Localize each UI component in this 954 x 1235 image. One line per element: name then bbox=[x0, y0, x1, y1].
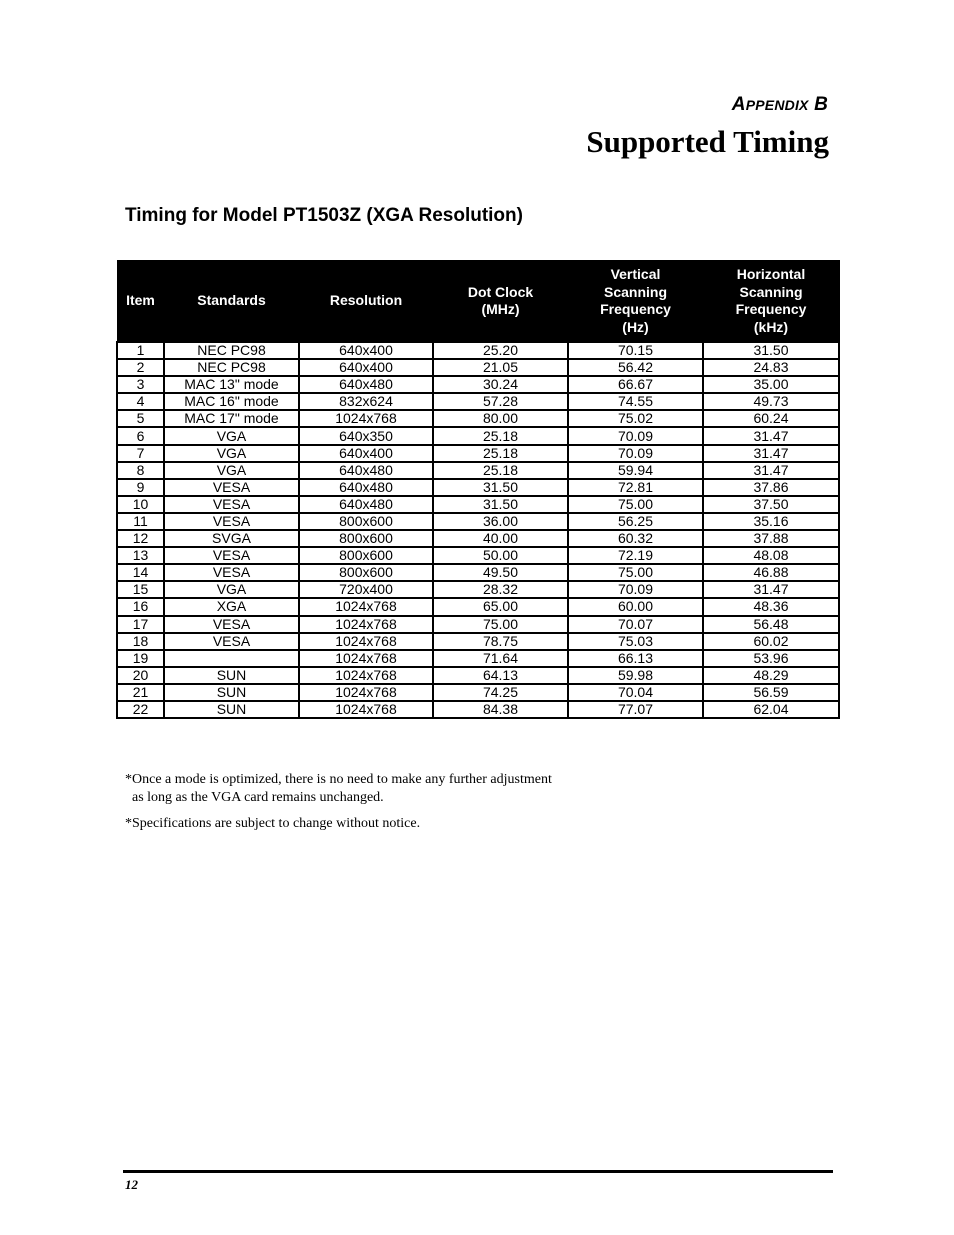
table-row bbox=[117, 427, 839, 444]
table-cell: 74.55 bbox=[568, 393, 703, 410]
table-cell: 59.98 bbox=[568, 667, 703, 684]
table-cell: 22 bbox=[117, 701, 164, 718]
table-cell: 11 bbox=[117, 513, 164, 530]
table-cell: VGA bbox=[164, 427, 299, 444]
table-cell: 48.29 bbox=[703, 667, 839, 684]
table-cell: SUN bbox=[164, 667, 299, 684]
table-cell: 31.47 bbox=[703, 581, 839, 598]
table-cell: XGA bbox=[164, 598, 299, 615]
appendix-letter: B bbox=[814, 94, 828, 115]
note-optimized-line2: as long as the VGA card remains unchanged. bbox=[132, 789, 384, 805]
table-cell: 72.81 bbox=[568, 479, 703, 496]
table-cell: 1024x768 bbox=[299, 701, 433, 718]
table-cell: 1024x768 bbox=[299, 650, 433, 667]
table-cell: 16 bbox=[117, 598, 164, 615]
table-cell: 1024x768 bbox=[299, 667, 433, 684]
timing-table-body bbox=[117, 342, 839, 718]
table-row bbox=[117, 513, 839, 530]
table-cell: 1024x768 bbox=[299, 598, 433, 615]
table-row bbox=[117, 701, 839, 718]
table-cell: 1024x768 bbox=[299, 616, 433, 633]
table-cell: 46.88 bbox=[703, 564, 839, 581]
table-cell: 800x600 bbox=[299, 530, 433, 547]
table-row bbox=[117, 359, 839, 376]
appendix-rest: PPENDIX bbox=[745, 97, 809, 113]
table-cell: 5 bbox=[117, 410, 164, 427]
table-cell: 64.13 bbox=[433, 667, 568, 684]
table-cell: VESA bbox=[164, 513, 299, 530]
table-cell: VESA bbox=[164, 633, 299, 650]
table-cell: 40.00 bbox=[433, 530, 568, 547]
table-row bbox=[117, 410, 839, 427]
table-cell: VESA bbox=[164, 616, 299, 633]
column-header bbox=[703, 261, 839, 343]
table-cell: 18 bbox=[117, 633, 164, 650]
table-cell: 49.73 bbox=[703, 393, 839, 410]
table-cell: 6 bbox=[117, 427, 164, 444]
table-cell: 1024x768 bbox=[299, 633, 433, 650]
table-cell: 12 bbox=[117, 530, 164, 547]
table-cell: 80.00 bbox=[433, 410, 568, 427]
table-cell: 35.00 bbox=[703, 376, 839, 393]
table-cell: 31.47 bbox=[703, 445, 839, 462]
table-cell: 9 bbox=[117, 479, 164, 496]
table-cell: 56.42 bbox=[568, 359, 703, 376]
table-cell: 640x480 bbox=[299, 496, 433, 513]
table-cell: 31.47 bbox=[703, 462, 839, 479]
table-cell: 3 bbox=[117, 376, 164, 393]
column-header-line: Scanning bbox=[603, 283, 667, 300]
column-header-line: Item bbox=[126, 292, 155, 309]
table-row bbox=[117, 479, 839, 496]
table-cell: 37.50 bbox=[703, 496, 839, 513]
table-cell: 17 bbox=[117, 616, 164, 633]
appendix-initial: A bbox=[731, 94, 746, 115]
page-title: Supported Timing bbox=[586, 124, 829, 159]
table-cell: 31.50 bbox=[433, 479, 568, 496]
table-cell: 35.16 bbox=[703, 513, 839, 530]
table-cell: 21 bbox=[117, 684, 164, 701]
table-cell: 36.00 bbox=[433, 513, 568, 530]
table-cell: 10 bbox=[117, 496, 164, 513]
table-cell: VESA bbox=[164, 564, 299, 581]
table-cell: 31.50 bbox=[433, 496, 568, 513]
table-cell: 70.04 bbox=[568, 684, 703, 701]
table-cell: 59.94 bbox=[568, 462, 703, 479]
table-cell bbox=[164, 650, 299, 667]
table-cell: 78.75 bbox=[433, 633, 568, 650]
table-cell: 57.28 bbox=[433, 393, 568, 410]
table-cell: 31.47 bbox=[703, 427, 839, 444]
column-header-line: Scanning bbox=[739, 283, 803, 300]
table-cell: 70.09 bbox=[568, 581, 703, 598]
table-cell: VESA bbox=[164, 496, 299, 513]
table-cell: 56.25 bbox=[568, 513, 703, 530]
column-header-line: Vertical bbox=[610, 266, 661, 282]
table-cell: 640x480 bbox=[299, 462, 433, 479]
table-cell: 77.07 bbox=[568, 701, 703, 718]
table-row bbox=[117, 445, 839, 462]
table-cell: 53.96 bbox=[703, 650, 839, 667]
table-cell: 60.24 bbox=[703, 410, 839, 427]
table-cell: 48.36 bbox=[703, 598, 839, 615]
table-row bbox=[117, 633, 839, 650]
table-cell: 50.00 bbox=[433, 547, 568, 564]
table-cell: 640x480 bbox=[299, 376, 433, 393]
table-cell: 65.00 bbox=[433, 598, 568, 615]
column-header bbox=[164, 261, 299, 343]
table-row bbox=[117, 598, 839, 615]
table-cell: VESA bbox=[164, 547, 299, 564]
table-cell: VGA bbox=[164, 462, 299, 479]
table-cell: 37.86 bbox=[703, 479, 839, 496]
table-cell: 15 bbox=[117, 581, 164, 598]
table-cell: 71.64 bbox=[433, 650, 568, 667]
table-cell: MAC 17" mode bbox=[164, 410, 299, 427]
table-cell: 60.00 bbox=[568, 598, 703, 615]
table-cell: 800x600 bbox=[299, 547, 433, 564]
table-cell: VGA bbox=[164, 445, 299, 462]
table-cell: 70.15 bbox=[568, 342, 703, 359]
table-cell: 37.88 bbox=[703, 530, 839, 547]
table-cell: 75.00 bbox=[568, 496, 703, 513]
header-row bbox=[117, 261, 839, 343]
table-cell: 60.32 bbox=[568, 530, 703, 547]
table-cell: 30.24 bbox=[433, 376, 568, 393]
column-header-line: Horizontal bbox=[736, 266, 806, 282]
table-cell: 1024x768 bbox=[299, 684, 433, 701]
table-cell: VESA bbox=[164, 479, 299, 496]
column-header-line: Dot Clock bbox=[467, 283, 534, 300]
footer-rule bbox=[123, 1170, 833, 1173]
table-cell: 25.18 bbox=[433, 445, 568, 462]
table-cell: VGA bbox=[164, 581, 299, 598]
column-header bbox=[568, 261, 703, 343]
table-cell: 62.04 bbox=[703, 701, 839, 718]
table-row bbox=[117, 376, 839, 393]
table-cell: 25.18 bbox=[433, 427, 568, 444]
table-cell: 84.38 bbox=[433, 701, 568, 718]
table-cell: 21.05 bbox=[433, 359, 568, 376]
table-row bbox=[117, 616, 839, 633]
appendix-label bbox=[732, 94, 828, 116]
table-cell: 7 bbox=[117, 445, 164, 462]
section-heading: Timing for Model PT1503Z (XGA Resolution) bbox=[125, 205, 523, 226]
table-cell: 25.18 bbox=[433, 462, 568, 479]
timing-table-header bbox=[117, 261, 839, 343]
table-cell: 75.02 bbox=[568, 410, 703, 427]
table-cell: 20 bbox=[117, 667, 164, 684]
table-cell: 48.08 bbox=[703, 547, 839, 564]
table-row bbox=[117, 564, 839, 581]
column-header bbox=[299, 261, 433, 343]
table-cell: 66.13 bbox=[568, 650, 703, 667]
notes bbox=[125, 771, 552, 833]
table-row bbox=[117, 496, 839, 513]
timing-table bbox=[116, 260, 840, 719]
table-cell: 19 bbox=[117, 650, 164, 667]
table-cell: NEC PC98 bbox=[164, 342, 299, 359]
table-cell: 640x400 bbox=[299, 359, 433, 376]
table-cell: MAC 13" mode bbox=[164, 376, 299, 393]
table-cell: 70.07 bbox=[568, 616, 703, 633]
column-header-line: (kHz) bbox=[753, 318, 789, 335]
table-row bbox=[117, 393, 839, 410]
table-cell: 2 bbox=[117, 359, 164, 376]
table-row bbox=[117, 462, 839, 479]
table-cell: 640x480 bbox=[299, 479, 433, 496]
table-cell: 70.09 bbox=[568, 445, 703, 462]
table-cell: 24.83 bbox=[703, 359, 839, 376]
column-header-line: Resolution bbox=[329, 292, 403, 309]
table-cell: 1024x768 bbox=[299, 410, 433, 427]
column-header-line: (Hz) bbox=[622, 318, 649, 335]
table-cell: 60.02 bbox=[703, 633, 839, 650]
table-cell: 56.59 bbox=[703, 684, 839, 701]
table-cell: 832x624 bbox=[299, 393, 433, 410]
table-cell: 1 bbox=[117, 342, 164, 359]
table-row bbox=[117, 650, 839, 667]
column-header-line: Frequency bbox=[600, 301, 671, 317]
table-cell: 800x600 bbox=[299, 513, 433, 530]
table-cell: 56.48 bbox=[703, 616, 839, 633]
table-cell: 75.00 bbox=[433, 616, 568, 633]
table-row bbox=[117, 342, 839, 359]
table-cell: 75.00 bbox=[568, 564, 703, 581]
table-row bbox=[117, 530, 839, 547]
table-cell: 4 bbox=[117, 393, 164, 410]
table-cell: 720x400 bbox=[299, 581, 433, 598]
table-cell: 66.67 bbox=[568, 376, 703, 393]
table-cell: 8 bbox=[117, 462, 164, 479]
table-cell: 75.03 bbox=[568, 633, 703, 650]
column-header bbox=[117, 261, 164, 343]
table-row bbox=[117, 581, 839, 598]
table-cell: 14 bbox=[117, 564, 164, 581]
table-cell: 640x400 bbox=[299, 342, 433, 359]
table-row bbox=[117, 667, 839, 684]
column-header-line: (MHz) bbox=[481, 301, 520, 317]
column-header-line: Standards bbox=[197, 292, 266, 309]
table-cell: MAC 16" mode bbox=[164, 393, 299, 410]
table-cell: 28.32 bbox=[433, 581, 568, 598]
table-cell: 49.50 bbox=[433, 564, 568, 581]
table-cell: SUN bbox=[164, 684, 299, 701]
table-cell: 640x400 bbox=[299, 445, 433, 462]
table-row bbox=[117, 547, 839, 564]
table-cell: 70.09 bbox=[568, 427, 703, 444]
table-cell: 13 bbox=[117, 547, 164, 564]
table-cell: SVGA bbox=[164, 530, 299, 547]
column-header-line: Frequency bbox=[735, 301, 807, 317]
note-optimized-line1: *Once a mode is optimized, there is no need to make any further adjustment bbox=[125, 772, 552, 787]
table-cell: SUN bbox=[164, 701, 299, 718]
table-row bbox=[117, 684, 839, 701]
table-cell: 74.25 bbox=[433, 684, 568, 701]
page-number: 12 bbox=[125, 1177, 138, 1192]
note-specifications: *Specifications are subject to change without notice. bbox=[125, 816, 421, 831]
table-cell: 25.20 bbox=[433, 342, 568, 359]
table-cell: 800x600 bbox=[299, 564, 433, 581]
table-cell: NEC PC98 bbox=[164, 359, 299, 376]
table-cell: 31.50 bbox=[703, 342, 839, 359]
column-header bbox=[433, 261, 568, 343]
table-cell: 640x350 bbox=[299, 427, 433, 444]
table-cell: 72.19 bbox=[568, 547, 703, 564]
